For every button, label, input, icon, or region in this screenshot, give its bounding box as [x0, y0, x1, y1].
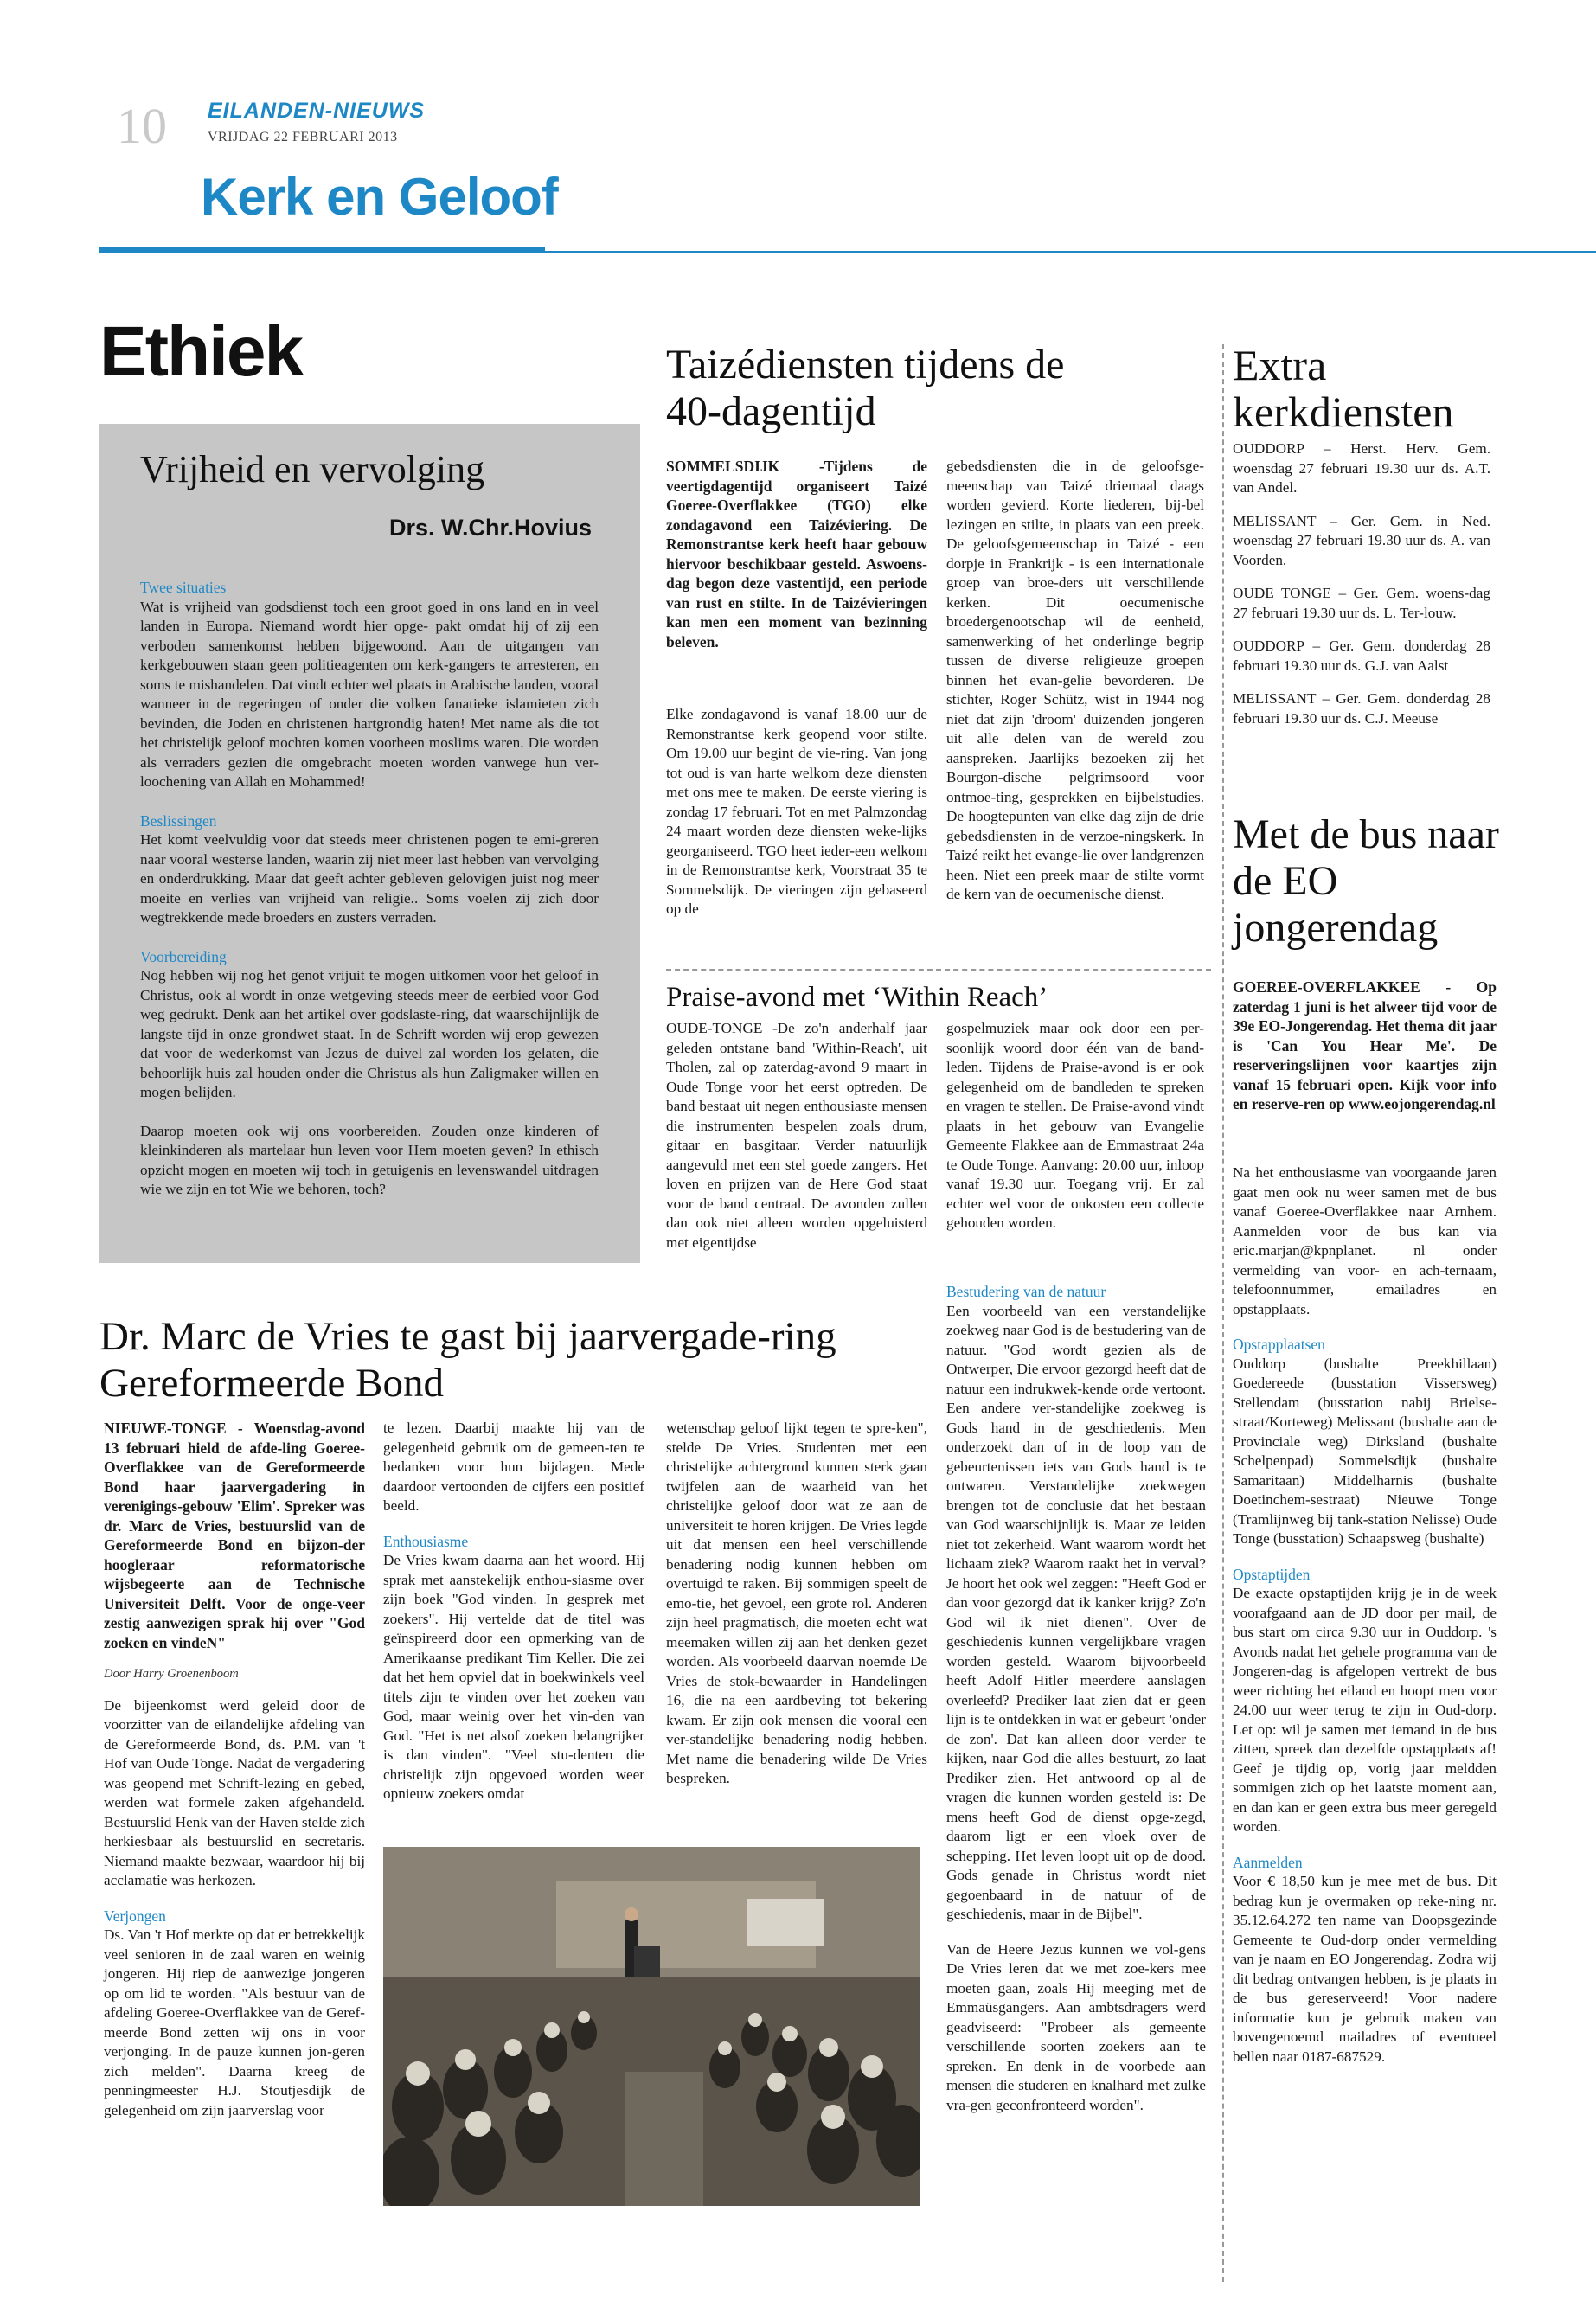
divider-vertical — [1222, 344, 1224, 2282]
extra-list — [1233, 439, 1490, 728]
taize-body-col2: gebedsdiensten die in de geloofsge-meenschap van Taizé driemaal daags worden gevierd. Korte liederen, bij-bel lezingen en stilte, in plaats van een preek. De geloofsgemeenschap in Taizé - een dorpje in Frankrijk - is een internationale groep van broe-ders uit verschillende kerken. Dit oecumenische broedergenootschap wil de eenheid, samenwerking of het onderlinge begrip tussen de diverse religieuze groepen binnen het evan-gelie bevorderen. De stichter, Roger Schütz, wist in 1944 nog niet dat zijn 'droom' duizenden jongeren uit alle delen van de wereld zou aanspreken. Jaarlijks bezoeken zij het Bourgon-dische pelgrimsoord voor ontmoe-ting, gesprekken en bijbelstudies. De hoogtepunten van elke dag zijn de drie gebedsdiensten in de verzoe-ningskerk. In Taizé reikt het evange-lie over landgrenzen heen. Niet een preek maar de stilte vormt de kern van de oecumenische dienst. — [946, 458, 1204, 902]
taize-body-col1: Elke zondagavond is vanaf 18.00 uur de Remonstrantse kerk geopend voor stilte. Om 19.00 uur begint de vie-ring. Van jong tot oud is van harte welkom deze diensten met ons mee te maken. De eerste viering is zondag 17 februari. Tot en met Palmzondag 24 maart worden deze diensten weke-lijks georganiseerd. TGO heet ieder-een welkom in de Remonstrantse kerk, Voorstraat 35 te Sommelsdijk. De vieringen zijn gebaseerd op de — [666, 706, 927, 917]
section-rule-thick — [99, 247, 545, 253]
paragraph: De bijeenkomst werd geleid door de voorzitter van de eilandelijke afdeling van de Gereformeerde Bond, ds. P.M. van 't Hof van Oude Tonge. Nadat de vergadering was geopend met Schrift-lezing en gebed, werden wat formele zaken afgehandeld. Bestuurslid Henk van der Haven stelde zich herkiesbaar als bestuurslid en secretaris. Niemand maakte bezwaar, waardoor hij bij acclamatie was herkozen. — [104, 1696, 365, 1888]
ethiek-body — [140, 578, 599, 1200]
paragraph: Na het enthousiasme van voorgaande jaren gaat men ook nu weer samen met de bus vanaf Goeree-Overflakkee naar Arnhem. Aanmelden voor de bus kan via eric.marjan@kpnplanet. nl onder vermelding van voor- en ach-ternaam, telefoonnummer, emailadres en opstapplaats. — [1233, 1164, 1497, 1317]
praise-body-col2: gospelmuziek maar ook door een per-soonlijk woord door één van de band-leden. Tijdens de Praise-avond is er ook gelegenheid om de bandleden te spreken en vragen te stellen. De Praise-avond vindt plaats in het gebouw van Evangelie Gemeente Flakkee aan de Emmastraat 24a te Oude Tonge. Aanvang: 20.00 uur, inloop vanaf 19.30 uur. Toegang vrij. Er zal echter wel voor de onkosten een collecte gehouden worden. — [946, 1020, 1204, 1231]
devries-col4 — [946, 1282, 1206, 2115]
stops-list: Ouddorp (bushalte Preekhillaan) Goedereede (busstation Vissersweg) Stellendam (busstation nabij Brielse-straat/Korteweg) Melissant (bushalte aan de Provinciale weg) Dirksland (bushalte Schelpenpad) Sommelsdijk (bushalte Samaritaan) Middelharnis (bushalte Doetinchem-sestraat) Nieuwe Tonge (Tramlijnweg bij tank-station Nelisse) Oude Tonge (busstation) Schaapsweg (bushalte) — [1233, 1355, 1497, 1547]
paragraph: Ds. Van 't Hof merkte op dat er betrekkelijk veel senioren in de zaal waren en weinig jongeren. Hij riep de aanwezige jongeren op om lid te worden. "Als bestuur van de afdeling Goeree-Overflakkee van de Geref-meerde Bond zetten wij ons in voor verjonging. In de pauze kunnen jon-geren zich melden". Daarna kreeg de penningmeester H.J. Stoutjesdijk de gelegenheid om zijn jaarverslag voor — [104, 1926, 365, 2118]
bus-lead: GOEREE-OVERFLAKKEE - Op zaterdag 1 juni is het alweer tijd voor de 39e EO-Jongerendag. Het thema dit jaar is 'Can You Hear Me'. De reserveringslijnen voor kaartjes zijn vanaf 15 februari open. Kijk voor info en reserve-ren op www.eojongerendag.nl — [1233, 978, 1497, 1112]
paragraph: te lezen. Daarbij maakte hij van de gelegenheid gebruik om de gemeen-ten te bedanken voor hun bijdagen. Mede daardoor vertoonden de cijfers een positief beeld. — [383, 1420, 644, 1514]
subheading: Opstapplaatsen — [1233, 1336, 1325, 1353]
divider-horizontal — [666, 969, 1211, 971]
taize-lead: SOMMELSDIJK -Tijdens de veertigdagentijd organiseert Taizé Goeree-Overflakkee (TGO) elke zondagavond een Taizéviering. De Remonstrantse kerk heeft haar gebouw hiervoor beschikbaar gesteld. Aswoens-dag begon deze vastentijd, een periode van rust en stilte. In de Taizévieringen kan men een moment van bezinning beleven. — [666, 458, 927, 651]
devries-col2 — [383, 1419, 644, 1804]
section-rule-thin — [545, 251, 1596, 253]
meeting-photo — [383, 1847, 920, 2206]
ethiek-author: Drs. W.Chr.Hovius — [389, 515, 593, 541]
service-item: OUDE TONGE – Ger. Gem. woens-dag 27 februari 19.30 uur ds. L. Ter-louw. — [1233, 585, 1490, 621]
paragraph: Een voorbeeld van een verstandelijke zoekweg naar God is de bestudering van de natuur. "God wordt gezien als de Ontwerper, Die ervoor gezorgd heeft dat de natuur een indrukwek-kende orde vertoont. Een andere ver-standelijke zoekweg is Gods hand in de geschiedenis. Men onderzoekt dan of in de loop van de gebeurtenissen iets van Gods hand is te ontwaren. Verstandelijke zoekwegen brengen tot de conclusie dat het bestaan van God waarschijnlijk is. Maar ze leiden niet tot zekerheid. Want waarom wordt het lichaam ziek? Waarom raakt het in verval? Je hoort het ook wel zeggen: "Heeft God er dan voor gezorgd dat ik kanker krijg? Zo'n God wil ik niet dienen". Over de geschiedenis kunnen vergelijkbare vragen worden gesteld. Waarom bijvoorbeeld heeft Adolf Hitler meerdere aanslagen overleefd? Prediker laat zien dat er geen lijn is te ontdekken in wat er gebeurt 'onder de zon'. Dat kan alleen door verder te kijken, naar God die alles bestuurt, zo laat Prediker zien. Het antwoord op al de vragen die kunnen worden gesteld is: De mens heeft God de dienst opge-zegd, daarom ligt er een vloek over de schepping. Het leven loopt uit op de dood. Gods genade in Christus wordt niet gegoenbaard in de natuur of de geschiedenis, maar in de Bijbel". — [946, 1302, 1206, 1922]
subheading: Beslissingen — [140, 811, 217, 830]
praise-title: Praise-avond met ‘Within Reach’ — [666, 982, 1048, 1013]
devries-col3: wetenschap geloof lijkt tegen te spre-ken", stelde De Vries. Studenten met een christelijke achtergrond kunnen sterk gaan twijfelen aan de waarheid van het christelijke geloof door wat ze aan de universiteit te horen krijgen. De Vries legde uit dat mensen een heel verschillende benadering nodig kunnen hebben om overtuigd te raken. Bij sommigen speelt de emo-tie, het gevoel, een grote rol. Anderen zijn heel pragmatisch, die moeten echt wat meemaken willen zij aan het denken gezet worden. Als voorbeeld daarvan noemde De Vries de stok-bewaarder in Handelingen 16, die na een aardbeving tot bekering kwam. Er zijn ook mensen die vooral een ver-standelijke benadering nodig hebben. Met name die benadering wilde De Vries bespreken. — [666, 1420, 927, 1786]
service-item: MELISSANT – Ger. Gem. in Ned. woensdag 27 februari 19.30 uur ds. A. van Voorden. — [1233, 512, 1490, 568]
paragraph: Nog hebben wij nog het genot vrijuit te mogen uitkomen voor het geloof in Christus, ook al wordt in onze wetgeving steeds meer de eerbied voor God weg gedrukt. Denk aan het artikel over godslaste-ring, dat waarschijnlijk de langste tijd in onze grondwet staat. In de Schrift worden wij erop gewezen dat voor de wederkomst van Jezus de duivel zal worden los gelaten, die behoorlijk huis zal houden onder die Christus als hun Zaligmaker willen en mogen belijden. — [140, 967, 599, 1100]
subheading: Verjongen — [104, 1907, 166, 1925]
paragraph: Het komt veelvuldig voor dat steeds meer christenen pogen te emi-greren naar vooral westerse landen, waarin zij niet meer last hebben van vervolging en onderdrukking. Maar dat geeft achter gebleven gelovigen juist nog meer moeite en verlies van vrijheid van religie.. Soms voelen zij zich door wegtrekkende mede broeders en zusters verraden. — [140, 831, 599, 926]
page-number: 10 — [117, 98, 167, 154]
subheading: Bestudering van de natuur — [946, 1283, 1106, 1300]
subheading: Enthousiasme — [383, 1532, 469, 1550]
praise-body-col1: OUDE-TONGE -De zo'n anderhalf jaar geleden ontstane band 'Within-Reach', uit Tholen, zal op zaterdag-avond 9 maart in Oude Tonge voor het eerst optreden. De band bestaat uit negen enthousiaste mensen die instrumenten bespelen zoals drum, gitaar en basgitaar. Verder natuurlijk aangevuld met een stel goede zangers. Het loven en prijzen van de Here God staat voor de band centraal. De avonden zullen dan ook niet alleen worden opgeluisterd met eigentijdse — [666, 1020, 927, 1251]
issue-date: VRIJDAG 22 FEBRUARI 2013 — [208, 130, 398, 144]
paragraph: De Vries kwam daarna aan het woord. Hij sprak met aanstekelijk enthou-siasme over zijn boek "God vinden. In gesprek met zoekers". Hij vertelde dat de titel was geïnspireerd door een opmerking van de Amerikaanse predikant Tim Keller. Die zei dat het hem opviel dat in boekwinkels veel titels zijn te vinden over het zoeken van God, maar weinig over het vin-den van God. "Het is net alsof zoeken belangrijker is dan vinden". "Veel stu-denten die christelijk zijn opgevoed worden weer opnieuw zoekers omdat — [383, 1552, 644, 1802]
section-title: Kerk en Geloof — [201, 168, 558, 226]
ethiek-label: Ethiek — [99, 312, 303, 391]
devries-title: Dr. Marc de Vries te gast bij jaarvergade-ring Gereformeerde Bond — [99, 1314, 836, 1406]
paragraph: De exacte opstaptijden krijg je in de week voorafgaand aan de JD door per mail, de bus start om circa 9.30 uur in Ouddorp. 's Avonds nadat het gehele programma van de Jongeren-dag is afgelopen vertrekt de bus weer richting het eiland en hoopt men voor 24.00 uur weer terug te zijn in Oud-dorp. Let op: wil je samen met iemand in de bus zitten, spreek dan dezelfde opstapplaats af! Geef je tijdig op, vorig jaar meldden sommigen zich op het laatste moment aan, en dan kan er geen extra bus meer geregeld worden. — [1233, 1585, 1497, 1835]
newspaper-logo: EILANDEN-NIEUWS — [208, 99, 426, 123]
devries-col1 — [104, 1419, 365, 2120]
service-item: OUDDORP – Ger. Gem. donderdag 28 februari 19.30 uur ds. G.J. van Aalst — [1233, 638, 1490, 674]
extra-title: Extra kerkdiensten — [1233, 341, 1454, 436]
paragraph: Wat is vrijheid van godsdienst toch een groot goed in ons land en in veel landen in Europa. Niemand wordt hier opge- pakt omdat hij of zij een verboden samenkomst hebben bijgewoond. Aan de uitgangen van kerkgebouwen staan geen politieagenten om kerk-gangers te arresteren, en soms te mishandelen. Dat vindt echter wel plaats in Arabische landen, vooral wanneer in de regeringen of onder die volken fanatieke islamieten zich bevinden, die Joden en christenen hartgrondig haten! Met name als die tot het christelijk geloof mochten komen voorheen moslims waren. Die worden als verraders gezien die omgebracht moeten worden vanwege hun ver-loochening van Allah en Mohammed! — [140, 598, 599, 790]
paragraph: Van de Heere Jezus kunnen we vol-gens De Vries leren dat we met zoe-kers mee moeten gaan, zoals Hij meeging met de Emmaüsgangers. Aan ambtsdragers werd geadviseerd: "Probeer als gemeente verschillende soorten zoekers aan te spreken. En denk in de voorbede aan mensen die studeren en knalhard met zulke vra-gen geconfronteerd worden". — [946, 1940, 1206, 2113]
paragraph: Voor € 18,50 kun je mee met de bus. Dit bedrag kun je overmaken op reke-ning nr. 35.12.64.272 ten name van Doopsgezinde Gemeente te Oud-dorp onder vermelding van je naam en EO Jongerendag. Zodra wij dit bedrag ontvangen hebben, is je plaats in de bus gereserveerd! Voor nadere informatie kun je gebruik maken van bovengenoemd mailadres of eventueel bellen naar 0187-687529. — [1233, 1873, 1497, 2065]
paragraph: Daarop moeten ook wij ons voorbereiden. Zouden onze kinderen of kleinkinderen als martelaar hun leven voor Hem moeten geven? In ethisch opzicht mogen en moeten wij toch in getuigenis en levenswandel uitdragen wie we zijn en tot Wie we behoren, toch? — [140, 1122, 599, 1197]
subheading: Twee situaties — [140, 579, 227, 596]
meeting-photo-illustration — [383, 1847, 920, 2206]
subheading: Voorbereiding — [140, 947, 227, 965]
ethiek-title: Vrijheid en vervolging — [140, 448, 485, 490]
bus-body — [1233, 1163, 1497, 2067]
service-item: MELISSANT – Ger. Gem. donderdag 28 februari 19.30 uur ds. C.J. Meeuse — [1233, 690, 1490, 727]
bus-title: Met de bus naar de EO jongerendag — [1233, 811, 1499, 951]
devries-lead: NIEUWE-TONGE - Woensdag-avond 13 februari hield de afde-ling Goeree-Overflakkee van de Gereformeerde Bond haar jaarvergadering in verenigings-gebouw 'Elim'. Spreker was dr. Marc de Vries, bestuurslid van de Gereformeerde Bond en bijzon-der hoogleraar reformatorische wijsbegeerte aan de Technische Universiteit Delft. Voor de onge-veer zestig aanwezigen sprak hij over "God zoeken en vindeN" — [104, 1420, 365, 1651]
taize-title: Taizédiensten tijdens de 40-dagentijd — [666, 342, 1065, 434]
subheading: Opstaptijden — [1233, 1565, 1311, 1583]
subheading: Aanmelden — [1233, 1853, 1303, 1871]
byline: Door Harry Groenenboom — [104, 1667, 239, 1681]
service-item: OUDDORP – Herst. Herv. Gem. woensdag 27 februari 19.30 uur ds. A.T. van Andel. — [1233, 440, 1490, 496]
